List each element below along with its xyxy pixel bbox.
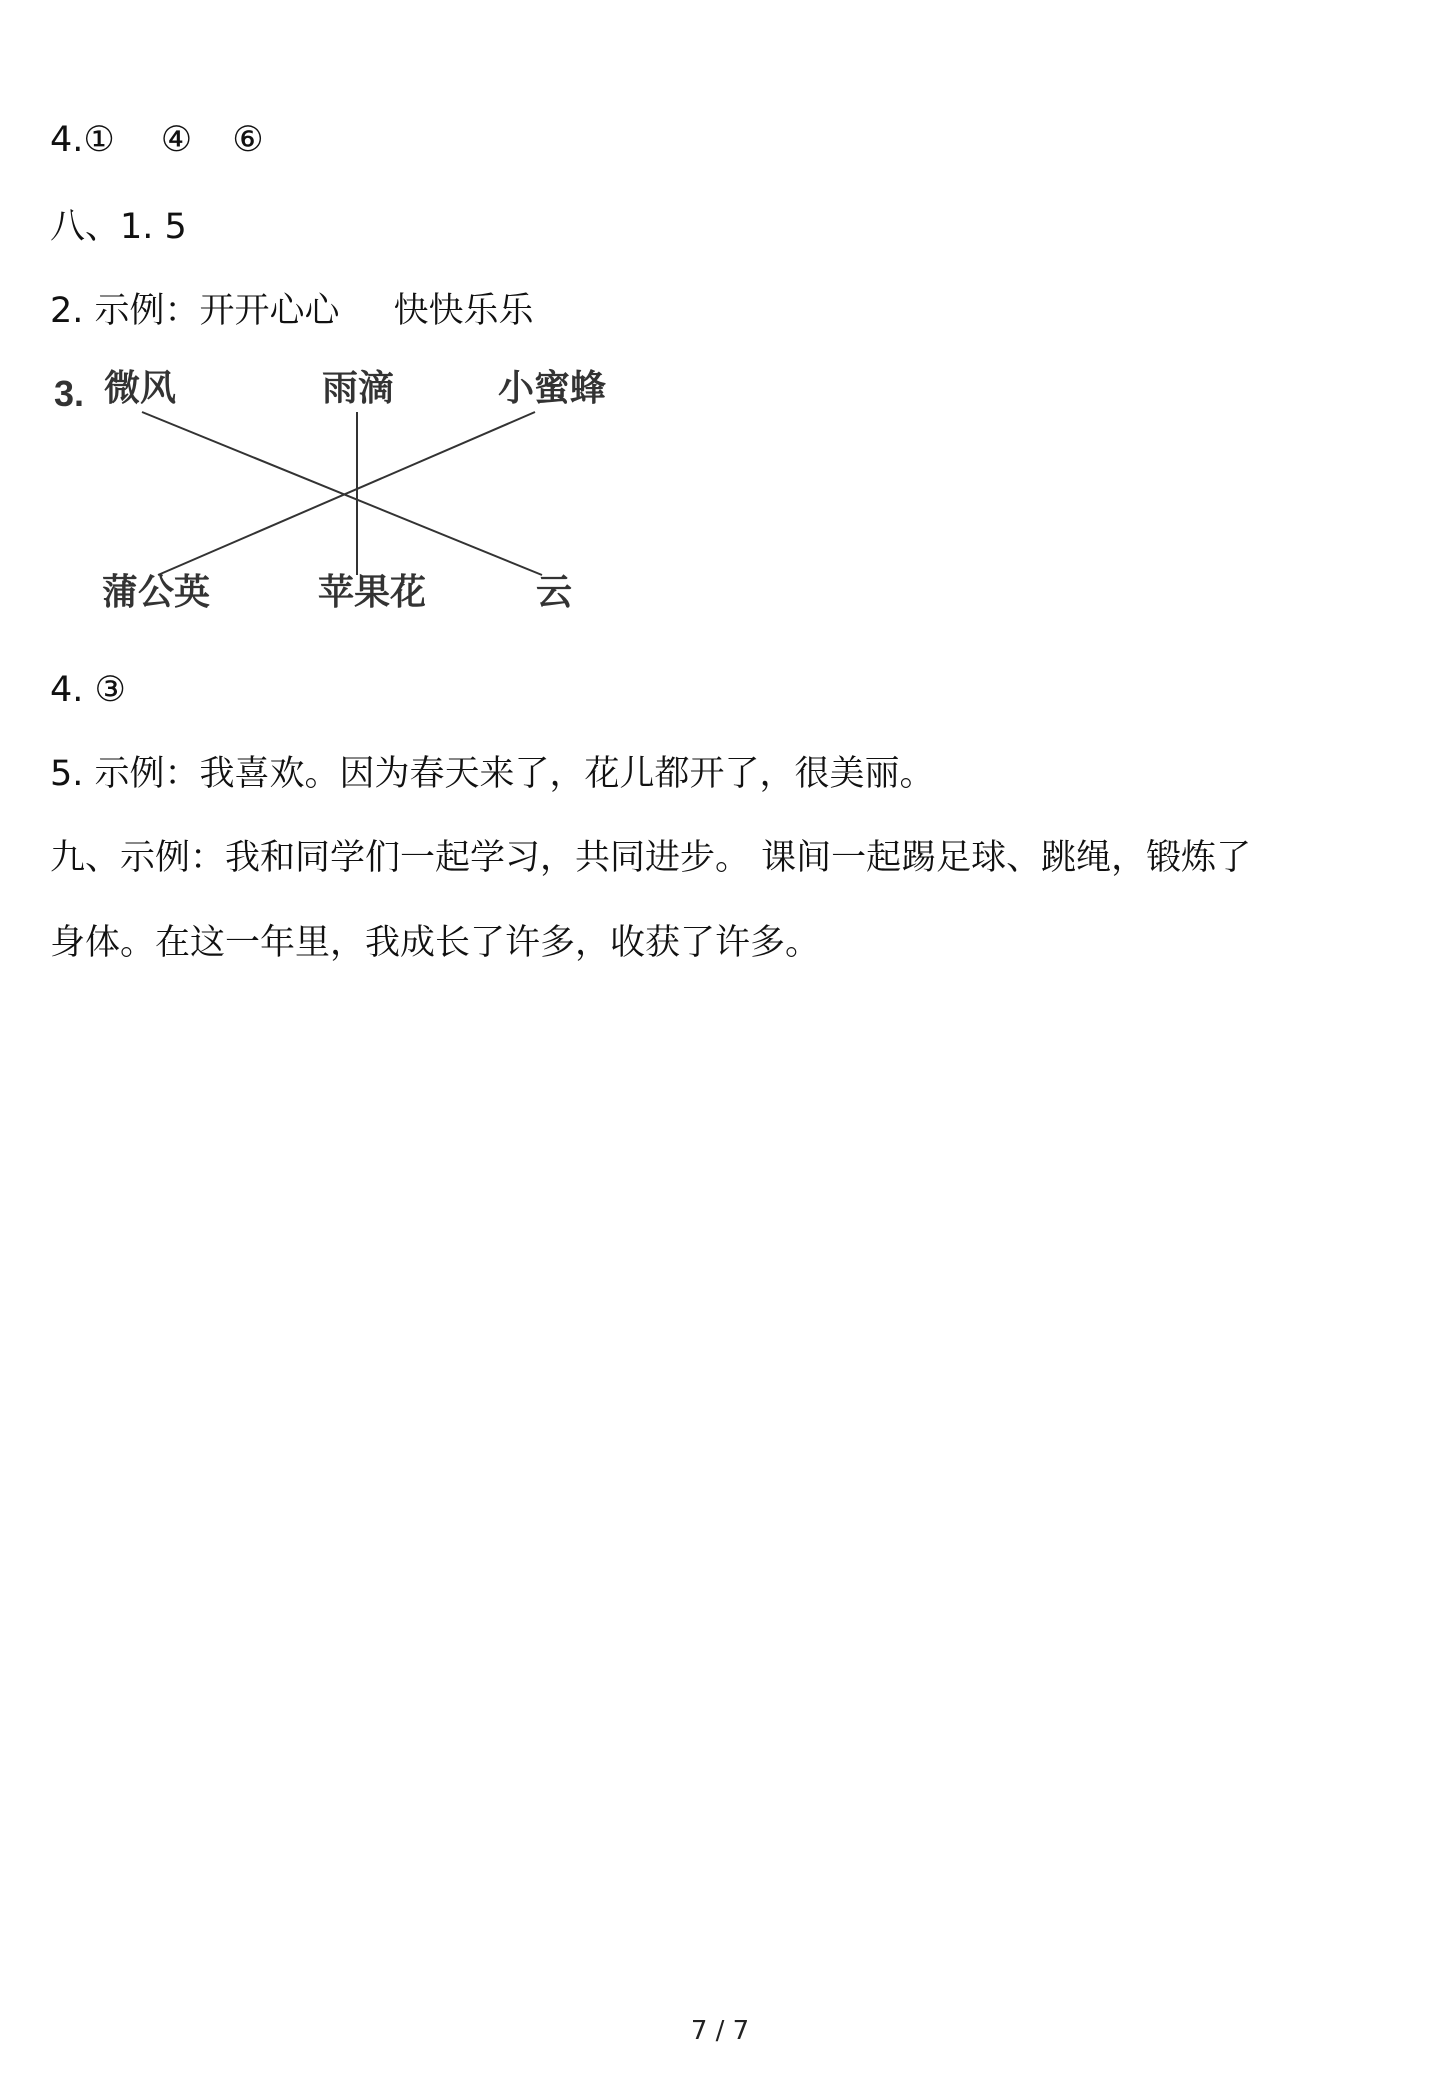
match-line-xiaomifeng-pugongying: [158, 412, 535, 575]
match-bottom-label: 蒲公英: [102, 571, 211, 613]
choice-mark: ①: [83, 120, 115, 160]
section-9-answer: 九、示例：我和同学们一起学习，共同进步。 课间一起踢足球、跳绳，锻炼了: [50, 838, 1252, 878]
match-top-label: 雨滴: [322, 367, 395, 409]
match-top-label: 微风: [104, 367, 177, 409]
matching-diagram: [50, 360, 650, 630]
match-line-weifeng-yun: [142, 412, 542, 575]
section-9-answer-continued: 身体。在这一年里，我成长了许多，收获了许多。: [50, 923, 821, 963]
page-number: 7 / 7: [690, 2016, 750, 2046]
answer-line-4-single: 4. ③: [50, 670, 126, 710]
answer-line-2-example: [50, 289, 534, 333]
answer-line-4-choices: [50, 118, 264, 162]
example-answer-second: 快快乐乐: [393, 291, 534, 331]
choice-mark: ⑥: [232, 120, 264, 160]
answer-number: 4.: [50, 120, 84, 160]
answer-line-5: 5. 示例：我喜欢。因为春天来了，花儿都开了，很美丽。: [50, 754, 935, 794]
choice-mark: ④: [160, 120, 193, 160]
match-bottom-label: 苹果花: [318, 571, 427, 613]
example-answer: 2. 示例：开开心心: [50, 291, 340, 331]
question-number: 3.: [54, 373, 85, 414]
match-bottom-label: 云: [536, 571, 573, 613]
section-8-answer-1: 八、1. 5: [50, 207, 187, 247]
match-top-label: 小蜜蜂: [498, 367, 607, 409]
